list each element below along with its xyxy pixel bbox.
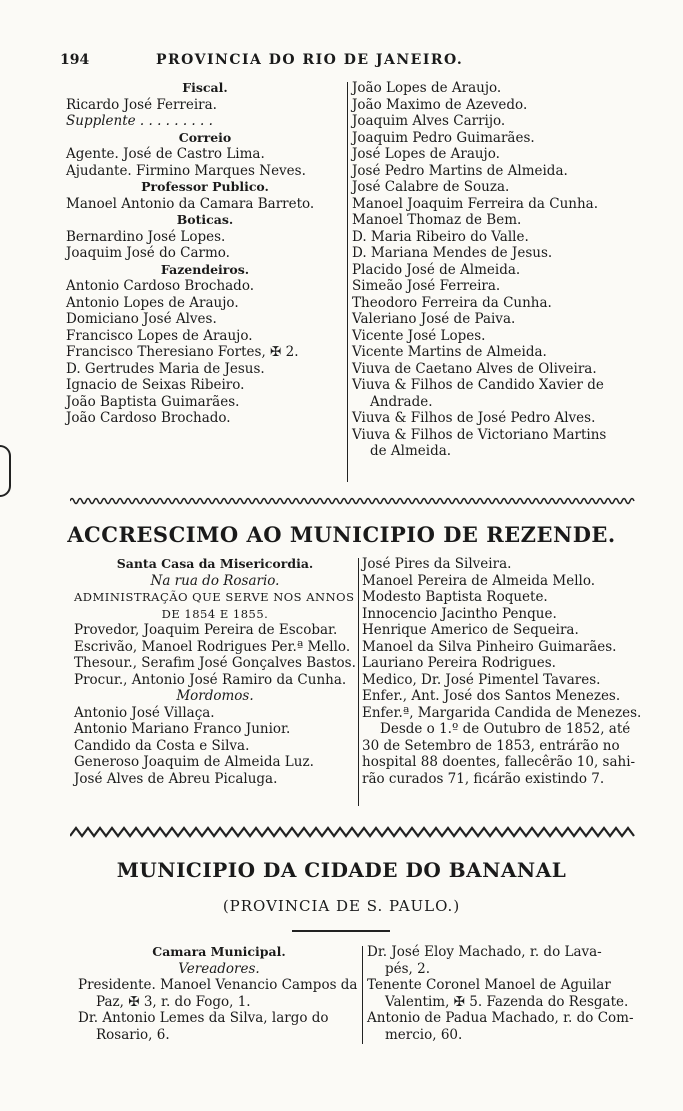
text-line: Provedor, Joaquim Pereira de Escobar. bbox=[74, 622, 338, 638]
top-left-column bbox=[66, 80, 344, 427]
text-line: Correio bbox=[178, 129, 232, 145]
column-divider bbox=[358, 558, 359, 806]
text-line: José Calabre de Souza. bbox=[352, 179, 510, 195]
text-line: João Maximo de Azevedo. bbox=[352, 96, 528, 113]
text-line: Procur., Antonio José Ramiro da Cunha. bbox=[74, 671, 347, 688]
text-line: Generoso Joaquim de Almeida Luz. bbox=[74, 754, 314, 770]
running-header bbox=[60, 52, 620, 72]
text-line: Thesour., Serafim José Gonçalves Bastos. bbox=[74, 655, 356, 671]
text-line: Viuva & Filhos de Candido Xavier de bbox=[352, 377, 604, 393]
page-number: 194 bbox=[60, 52, 90, 68]
text-line: Rosario, 6. bbox=[96, 1026, 170, 1043]
text-line: Camara Municipal. bbox=[152, 944, 286, 959]
text-line: Theodoro Ferreira da Cunha. bbox=[352, 294, 552, 311]
short-rule bbox=[292, 930, 390, 932]
text-line: José Lopes de Araujo. bbox=[352, 146, 500, 162]
column-divider bbox=[362, 946, 363, 1044]
text-line: Manoel Thomaz de Bem. bbox=[352, 212, 522, 228]
text-line: Lauriano Pereira Rodrigues. bbox=[362, 655, 556, 671]
text-line: Presidente. Manoel Venancio Campos da bbox=[78, 977, 358, 993]
text-line: Tenente Coronel Manoel de Aguilar bbox=[367, 977, 611, 993]
text-line: Manoel Joaquim Ferreira da Cunha. bbox=[352, 195, 598, 212]
column-divider bbox=[347, 82, 348, 482]
text-line: Professor Publico. bbox=[141, 179, 269, 194]
middle-right-column bbox=[362, 556, 647, 787]
text-line: pés, 2. bbox=[385, 960, 431, 977]
text-line: Vicente Martins de Almeida. bbox=[352, 344, 547, 360]
bottom-left-column bbox=[78, 944, 360, 1043]
text-line: Ignacio de Seixas Ribeiro. bbox=[66, 377, 245, 393]
text-line: Boticas. bbox=[176, 212, 234, 227]
zigzag-rule bbox=[70, 826, 635, 838]
text-line: Manoel Antonio da Camara Barreto. bbox=[66, 195, 315, 212]
text-line: Francisco Theresiano Fortes, ✠ 2. bbox=[66, 344, 299, 360]
top-right-column bbox=[352, 80, 642, 460]
text-line: Joaquim Alves Carrijo. bbox=[352, 113, 506, 129]
text-line: Simeão José Ferreira. bbox=[352, 278, 501, 294]
text-line: José Pires da Silveira. bbox=[362, 556, 512, 572]
text-line: Agente. José de Castro Lima. bbox=[66, 146, 265, 162]
text-line: Paz, ✠ 3, r. do Fogo, 1. bbox=[96, 993, 251, 1010]
text-line: Enfer.ª, Margarida Candida de Menezes. bbox=[362, 704, 642, 721]
text-line: Supplente . . . . . . . . . bbox=[66, 113, 213, 129]
text-line: de Almeida. bbox=[370, 443, 452, 459]
text-line: Na rua do Rosario. bbox=[150, 572, 280, 589]
text-line: Viuva & Filhos de Victoriano Martins bbox=[352, 426, 607, 443]
text-line: Mordomos. bbox=[176, 688, 254, 704]
text-line: Vicente José Lopes. bbox=[352, 327, 486, 344]
text-line: José Alves de Abreu Picaluga. bbox=[74, 770, 278, 787]
text-line: Placido José de Almeida. bbox=[352, 261, 521, 278]
bottom-right-column bbox=[367, 944, 649, 1043]
text-line: D. Maria Ribeiro do Valle. bbox=[352, 228, 529, 245]
text-line: Manoel Pereira de Almeida Mello. bbox=[362, 572, 596, 589]
text-line: Santa Casa da Misericordia. bbox=[116, 556, 314, 571]
text-line: Antonio de Padua Machado, r. do Com- bbox=[367, 1010, 634, 1026]
text-line: Antonio Mariano Franco Junior. bbox=[74, 721, 291, 737]
text-line: Manoel da Silva Pinheiro Guimarães. bbox=[362, 638, 617, 655]
text-line: Escrivão, Manoel Rodrigues Per.ª Mello. bbox=[74, 638, 351, 655]
section-title-bananal: MUNICIPIO DA CIDADE DO BANANAL bbox=[116, 858, 567, 882]
text-line: mercio, 60. bbox=[385, 1026, 463, 1043]
text-line: D. Gertrudes Maria de Jesus. bbox=[66, 360, 265, 377]
text-line: Candido da Costa e Silva. bbox=[74, 737, 250, 754]
section-title-rezende: ACCRESCIMO AO MUNICIPIO DE REZENDE. bbox=[67, 522, 616, 547]
text-line: Valentim, ✠ 5. Fazenda do Resgate. bbox=[385, 993, 629, 1010]
wavy-rule bbox=[70, 496, 635, 506]
running-title: PROVINCIA DO RIO DE JANEIRO. bbox=[156, 52, 464, 68]
text-line: Francisco Lopes de Araujo. bbox=[66, 327, 253, 344]
text-line: Viuva & Filhos de José Pedro Alves. bbox=[352, 410, 596, 426]
text-line: Domiciano José Alves. bbox=[66, 311, 217, 327]
text-line: Joaquim José do Carmo. bbox=[66, 245, 230, 261]
text-line: Ricardo José Ferreira. bbox=[66, 96, 217, 113]
text-line: Bernardino José Lopes. bbox=[66, 228, 226, 245]
text-line: rão curados 71, ficárão existindo 7. bbox=[362, 770, 605, 787]
text-line: João Cardoso Brochado. bbox=[66, 410, 231, 426]
text-line: João Baptista Guimarães. bbox=[66, 393, 240, 410]
text-line: Dr. Antonio Lemes da Silva, largo do bbox=[78, 1010, 329, 1026]
text-line: João Lopes de Araujo. bbox=[352, 80, 502, 96]
text-line: Dr. José Eloy Machado, r. do Lava- bbox=[367, 944, 602, 960]
text-line: Antonio Cardoso Brochado. bbox=[66, 278, 255, 294]
text-line: Medico, Dr. José Pimentel Tavares. bbox=[362, 671, 601, 688]
text-line: Ajudante. Firmino Marques Neves. bbox=[66, 162, 306, 179]
text-line: Andrade. bbox=[370, 393, 433, 410]
text-line: 30 de Setembro de 1853, entrárão no bbox=[362, 737, 620, 754]
text-line: Henrique Americo de Sequeira. bbox=[362, 622, 579, 638]
middle-left-column bbox=[74, 556, 356, 787]
binding-mark bbox=[0, 445, 11, 497]
text-line: Enfer., Ant. José dos Santos Menezes. bbox=[362, 688, 621, 704]
text-line: Fazendeiros. bbox=[160, 261, 250, 277]
text-line: DE 1854 E 1855. bbox=[161, 606, 269, 621]
text-line: Modesto Baptista Roquete. bbox=[362, 589, 548, 605]
text-line: Fiscal. bbox=[182, 80, 228, 95]
section-subtitle: (PROVINCIA DE S. PAULO.) bbox=[222, 897, 461, 915]
text-line: Antonio Lopes de Araujo. bbox=[66, 294, 239, 311]
text-line: Desde o 1.º de Outubro de 1852, até bbox=[380, 721, 631, 737]
text-line: Viuva de Caetano Alves de Oliveira. bbox=[352, 360, 597, 377]
text-line: hospital 88 doentes, fallecêrão 10, sahi- bbox=[362, 754, 636, 770]
text-line: D. Mariana Mendes de Jesus. bbox=[352, 245, 553, 261]
text-line: Vereadores. bbox=[178, 960, 260, 977]
text-line: ADMINISTRAÇÃO QUE SERVE NOS ANNOS bbox=[74, 590, 355, 604]
text-line: Innocencio Jacintho Penque. bbox=[362, 605, 557, 622]
text-line: José Pedro Martins de Almeida. bbox=[352, 162, 568, 179]
text-line: Joaquim Pedro Guimarães. bbox=[352, 129, 535, 146]
text-line: Antonio José Villaça. bbox=[74, 704, 215, 721]
text-line: Valeriano José de Paiva. bbox=[352, 311, 516, 327]
